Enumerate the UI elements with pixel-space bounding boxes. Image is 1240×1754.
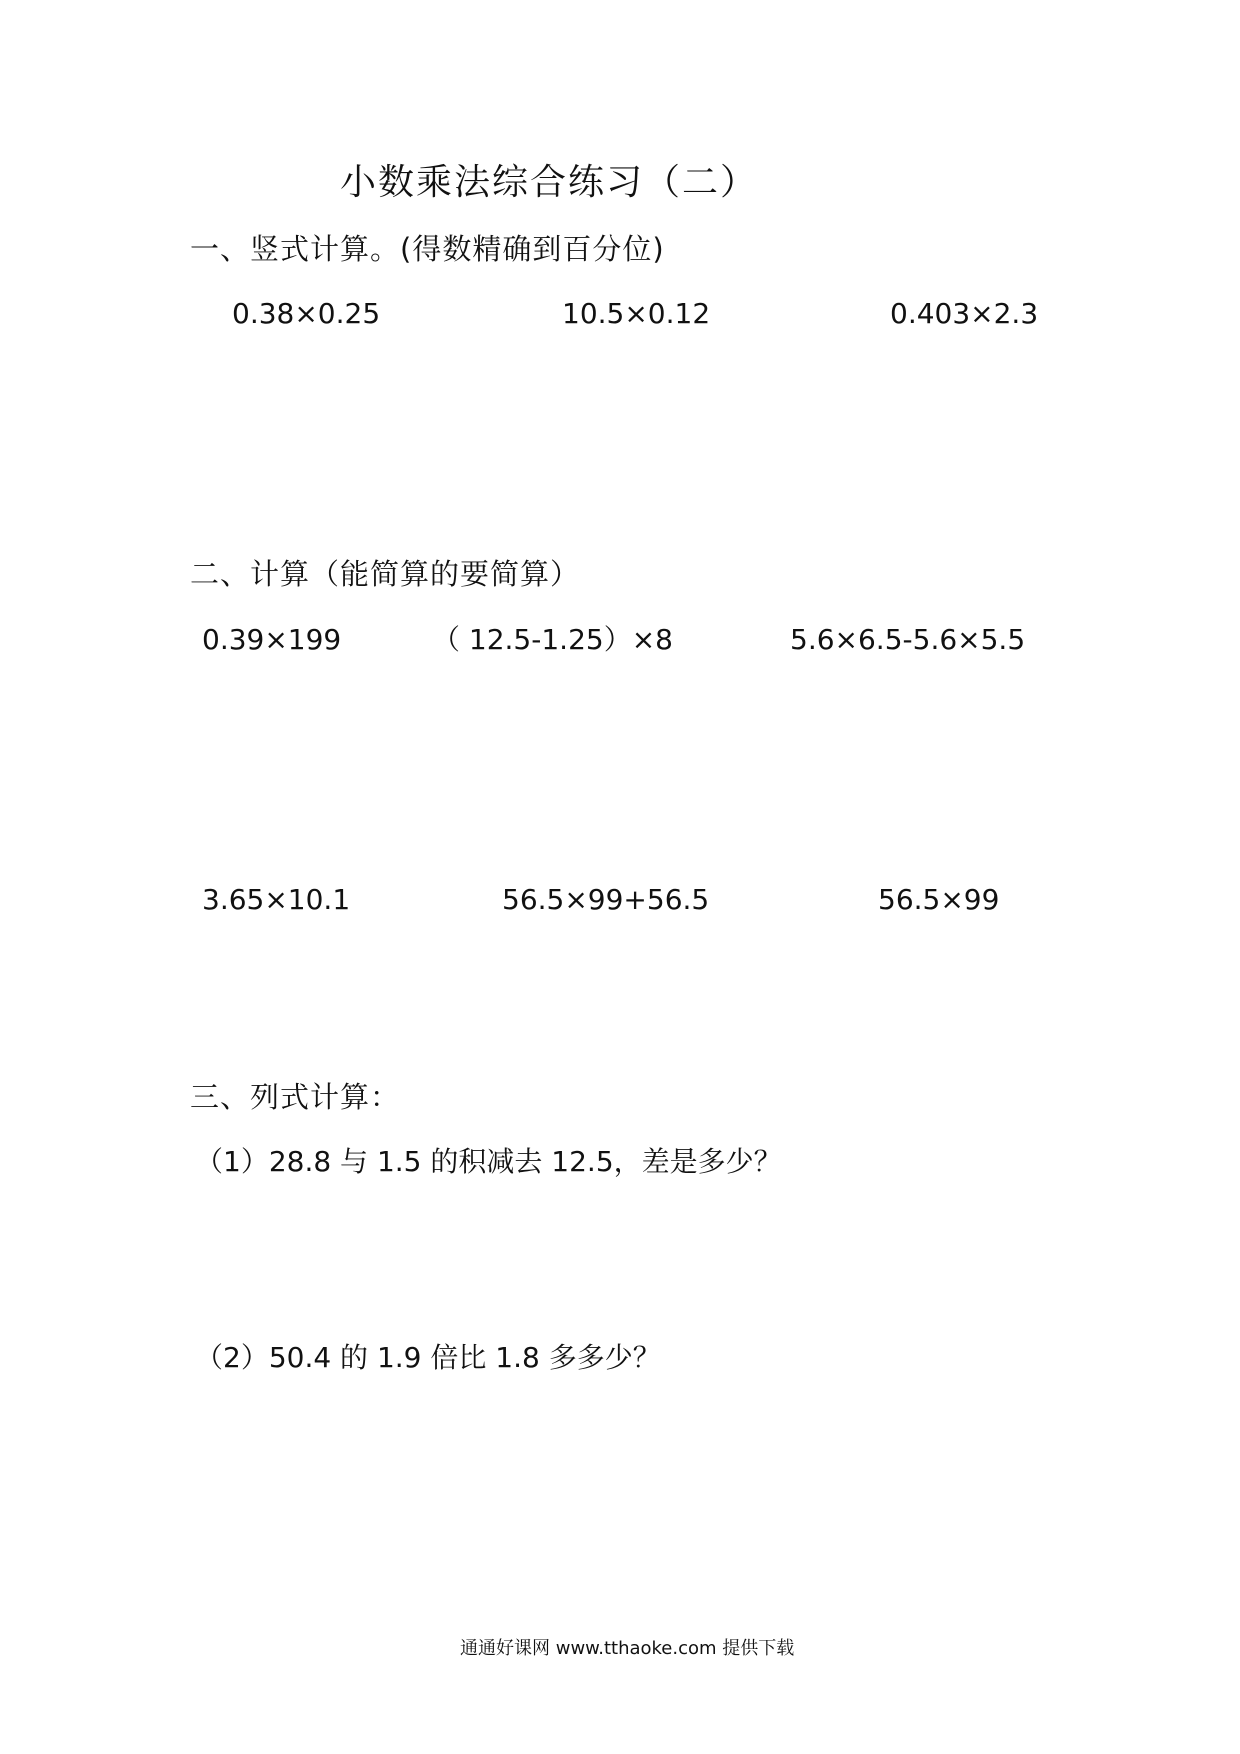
page-title: 小数乘法综合练习（二） bbox=[340, 162, 759, 203]
section-1-heading: 一、竖式计算。(得数精确到百分位) bbox=[190, 232, 665, 266]
footer-source: 通通好课网 www.tthaoke.com 提供下载 bbox=[460, 1638, 795, 1659]
calc-problem-4: 3.65×10.1 bbox=[202, 883, 351, 916]
word-problem-1: （1）28.8 与 1.5 的积减去 12.5，差是多少？ bbox=[195, 1145, 782, 1178]
vertical-calc-problem-2: 10.5×0.12 bbox=[562, 297, 711, 330]
calc-problem-1: 0.39×199 bbox=[202, 623, 342, 656]
calc-problem-3: 5.6×6.5-5.6×5.5 bbox=[790, 623, 1026, 656]
vertical-calc-problem-1: 0.38×0.25 bbox=[232, 297, 381, 330]
calc-problem-5: 56.5×99+56.5 bbox=[502, 883, 710, 916]
word-problem-2: （2）50.4 的 1.9 倍比 1.8 多多少？ bbox=[195, 1341, 661, 1374]
vertical-calc-problem-3: 0.403×2.3 bbox=[890, 297, 1039, 330]
calc-problem-2: （ 12.5-1.25）×8 bbox=[432, 623, 673, 656]
section-2-heading: 二、计算（能简算的要简算） bbox=[190, 557, 581, 591]
section-3-heading: 三、列式计算： bbox=[190, 1080, 401, 1114]
calc-problem-6: 56.5×99 bbox=[878, 883, 1000, 916]
